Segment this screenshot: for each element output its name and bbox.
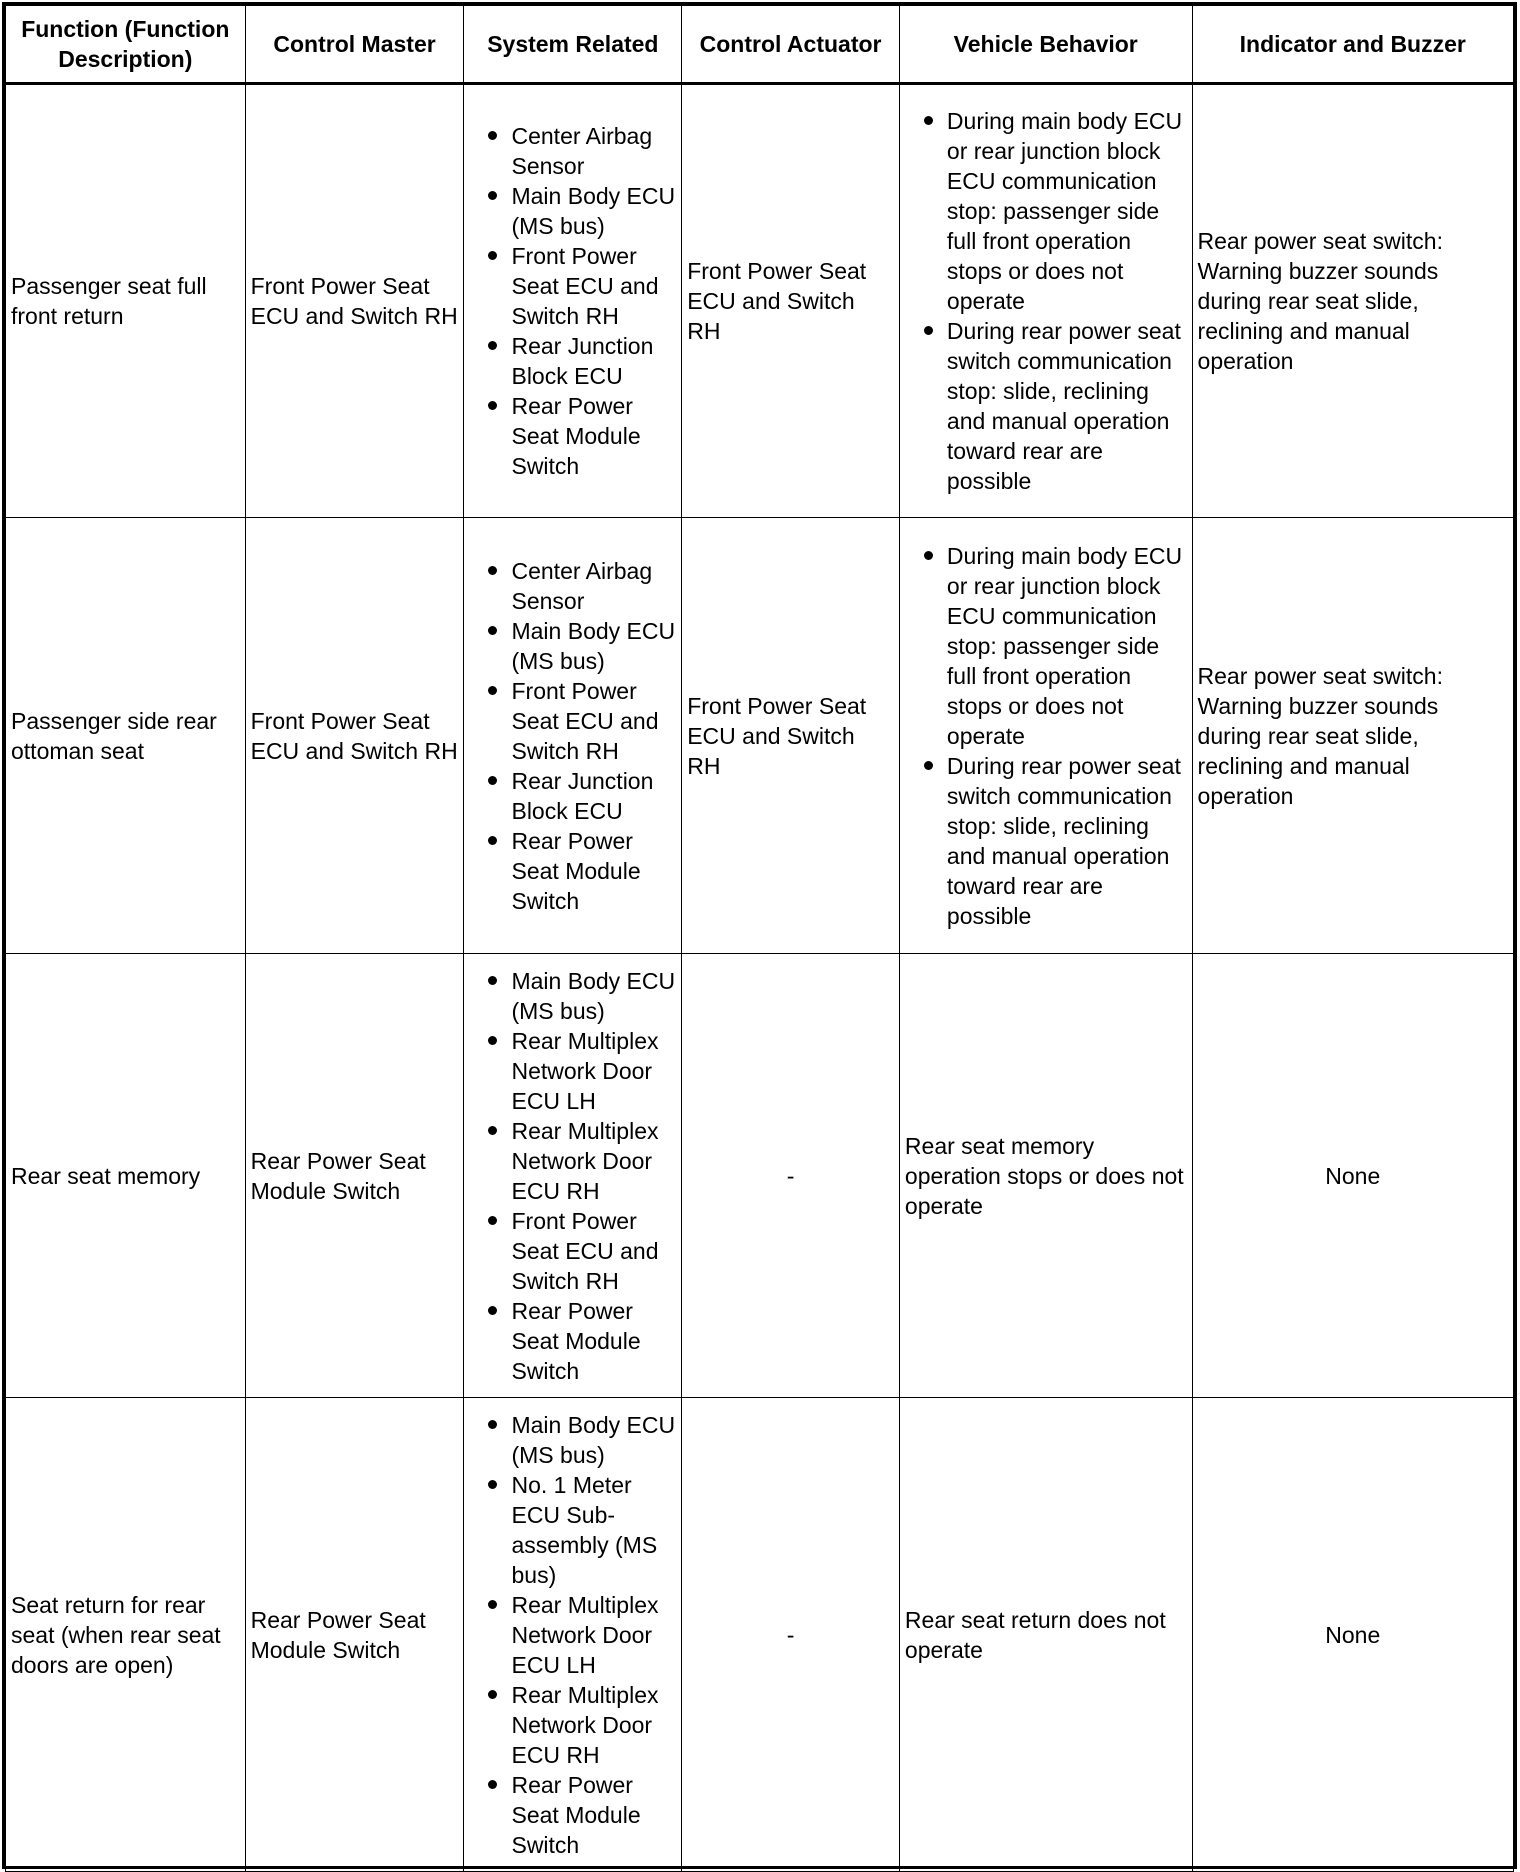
system-related-list [469, 121, 676, 481]
indicator-buzzer-cell: Rear power seat switch: Warning buzzer sounds during rear seat slide, reclining and manual operation [1192, 518, 1513, 954]
header-control-master: Control Master [245, 6, 464, 84]
indicator-buzzer-cell: None [1192, 954, 1513, 1398]
vehicle-behavior-cell [899, 84, 1192, 518]
list-item: Front Power Seat ECU and Switch RH [469, 676, 676, 766]
table-row [6, 1398, 1514, 1872]
header-indicator-buzzer: Indicator and Buzzer [1192, 6, 1513, 84]
control-master-cell: Front Power Seat ECU and Switch RH [245, 84, 464, 518]
function-cell: Passenger seat full front return [6, 84, 246, 518]
vehicle-behavior-cell: Rear seat memory operation stops or does not operate [899, 954, 1192, 1398]
list-item: Center Airbag Sensor [469, 121, 676, 181]
header-vehicle-behavior: Vehicle Behavior [899, 6, 1192, 84]
list-item: Rear Power Seat Module Switch [469, 391, 676, 481]
list-item: Rear Power Seat Module Switch [469, 1296, 676, 1386]
list-item: During main body ECU or rear junction block ECU communication stop: passenger side full front operation stops or does not operate [905, 541, 1187, 751]
system-related-cell [464, 954, 682, 1398]
system-related-cell [464, 84, 682, 518]
header-system-related: System Related [464, 6, 682, 84]
indicator-buzzer-cell: None [1192, 1398, 1513, 1872]
list-item: Main Body ECU (MS bus) [469, 181, 676, 241]
header-control-actuator: Control Actuator [682, 6, 900, 84]
list-item: Rear Multiplex Network Door ECU LH [469, 1026, 676, 1116]
table-row [6, 84, 1514, 518]
vehicle-behavior-cell: Rear seat return does not operate [899, 1398, 1192, 1872]
control-actuator-cell: - [682, 954, 900, 1398]
control-actuator-cell: - [682, 1398, 900, 1872]
table-row [6, 518, 1514, 954]
vehicle-behavior-list [905, 106, 1187, 496]
list-item: During main body ECU or rear junction block ECU communication stop: passenger side full front operation stops or does not operate [905, 106, 1187, 316]
control-actuator-cell: Front Power Seat ECU and Switch RH [682, 518, 900, 954]
list-item: Rear Multiplex Network Door ECU RH [469, 1680, 676, 1770]
list-item: Center Airbag Sensor [469, 556, 676, 616]
control-master-cell: Rear Power Seat Module Switch [245, 1398, 464, 1872]
table-row [6, 954, 1514, 1398]
list-item: During rear power seat switch communication stop: slide, reclining and manual operation toward rear are possible [905, 316, 1187, 496]
indicator-buzzer-cell: Rear power seat switch: Warning buzzer sounds during rear seat slide, reclining and manual operation [1192, 84, 1513, 518]
header-function: Function (Function Description) [6, 6, 246, 84]
control-master-cell: Rear Power Seat Module Switch [245, 954, 464, 1398]
function-cell: Passenger side rear ottoman seat [6, 518, 246, 954]
vehicle-behavior-cell [899, 518, 1192, 954]
list-item: Main Body ECU (MS bus) [469, 616, 676, 676]
list-item: Rear Power Seat Module Switch [469, 826, 676, 916]
list-item: Front Power Seat ECU and Switch RH [469, 1206, 676, 1296]
system-related-cell [464, 518, 682, 954]
list-item: Rear Junction Block ECU [469, 331, 676, 391]
control-actuator-cell: Front Power Seat ECU and Switch RH [682, 84, 900, 518]
list-item: Rear Multiplex Network Door ECU LH [469, 1590, 676, 1680]
header-row [6, 6, 1514, 84]
function-cell: Rear seat memory [6, 954, 246, 1398]
system-related-cell [464, 1398, 682, 1872]
list-item: Main Body ECU (MS bus) [469, 966, 676, 1026]
system-related-list [469, 966, 676, 1386]
list-item: Front Power Seat ECU and Switch RH [469, 241, 676, 331]
system-related-list [469, 556, 676, 916]
list-item: Rear Power Seat Module Switch [469, 1770, 676, 1860]
list-item: Rear Multiplex Network Door ECU RH [469, 1116, 676, 1206]
function-table [5, 5, 1514, 1872]
function-table-document [2, 2, 1517, 1869]
control-master-cell: Front Power Seat ECU and Switch RH [245, 518, 464, 954]
list-item: Rear Junction Block ECU [469, 766, 676, 826]
function-cell: Seat return for rear seat (when rear seat doors are open) [6, 1398, 246, 1872]
system-related-list [469, 1410, 676, 1860]
list-item: No. 1 Meter ECU Sub-assembly (MS bus) [469, 1470, 676, 1590]
list-item: During rear power seat switch communication stop: slide, reclining and manual operation toward rear are possible [905, 751, 1187, 931]
vehicle-behavior-list [905, 541, 1187, 931]
list-item: Main Body ECU (MS bus) [469, 1410, 676, 1470]
